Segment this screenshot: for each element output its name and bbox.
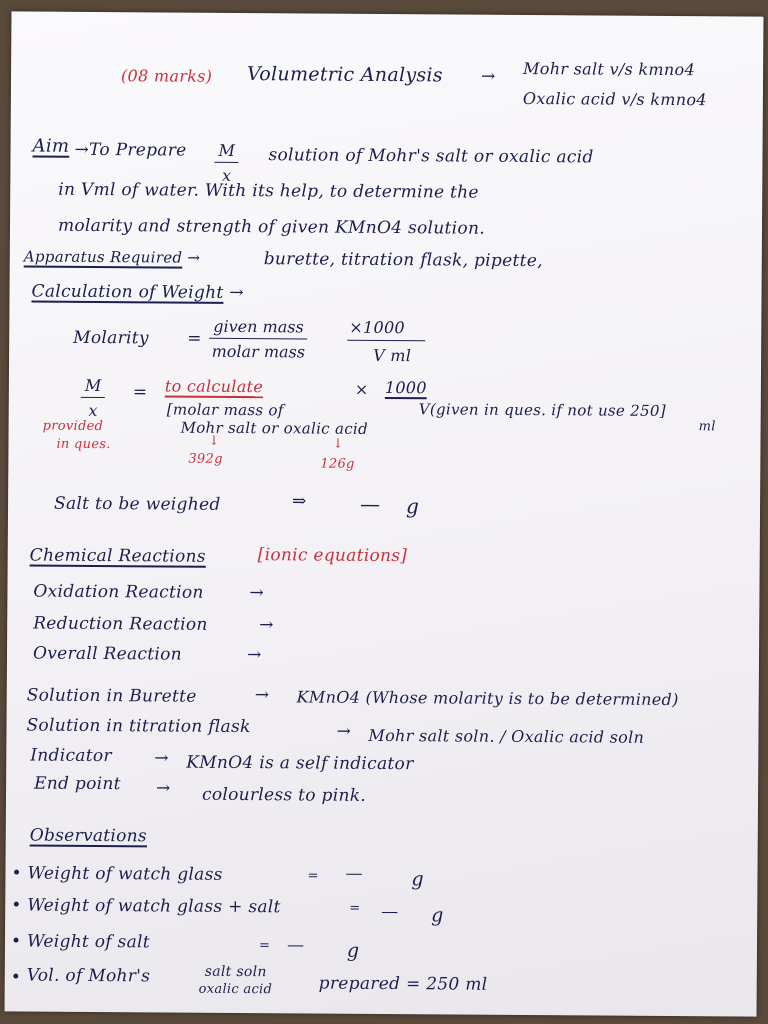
observations-heading: Observations [29, 825, 148, 847]
aim-fraction-num: M [214, 141, 239, 163]
salt-weighed-label: Salt to be weighed [53, 493, 221, 515]
mohr-or-oxalic-label: Mohr salt or oxalic acid [180, 418, 369, 438]
watch-glass-salt-label: Weight of watch glass + salt [27, 895, 281, 918]
obs-bullet-1: • [11, 863, 22, 884]
oxalic-acid-label: oxalic acid [198, 981, 273, 998]
mohr-molar-mass: 392g [188, 451, 223, 467]
apparatus-arrow: → [187, 248, 201, 267]
aim-line3: molarity and strength of given KMnO4 solution. [57, 215, 486, 239]
watch-glass-blank: — [345, 863, 363, 884]
reduction-reaction-label: Reduction Reaction [33, 613, 208, 635]
watch-glass-equals: = [307, 868, 319, 884]
times-1000-label [349, 317, 406, 338]
end-point-arrow: → [156, 778, 171, 799]
molar-mass-of-label: [molar mass of [166, 400, 284, 420]
lhs-num: M [81, 376, 106, 398]
salt-weight-equals: = [258, 938, 271, 954]
aim-label: Aim [32, 135, 70, 157]
obs-bullet-3: • [10, 931, 22, 952]
indicator-label: Indicator [30, 745, 112, 767]
implies-arrow: ⇒ [292, 491, 307, 512]
overall-reaction-label: Overall Reaction [32, 643, 183, 665]
oxalic-molar-mass: 126g [320, 456, 355, 472]
molarity-equals: = [187, 328, 202, 349]
molar-mass-den: molar mass [211, 341, 306, 362]
salt-weight-obs-unit: g [346, 939, 360, 962]
times-sign: × [349, 317, 364, 337]
aim-fraction-den: x [221, 165, 232, 185]
salt-weight-obs-blank: — [286, 935, 305, 956]
times-sign-2: × [354, 379, 369, 399]
thousand-label-2: 1000 [384, 378, 427, 398]
down-arrow-oxalic: ↓ [332, 436, 344, 452]
flask-label: Solution in titration flask [26, 715, 251, 738]
reduction-reaction-arrow: → [259, 615, 274, 636]
watch-glass-salt-blank: — [381, 901, 399, 923]
lhs-equals: = [132, 382, 148, 403]
notebook-page [5, 11, 764, 1016]
obs-bullet-4: • [10, 967, 22, 988]
watch-glass-salt-equals: = [349, 900, 361, 916]
variant-mohr-salt: Mohr salt v/s kmno4 [523, 58, 696, 80]
volume-label: Vol. of Mohr's [26, 965, 151, 987]
page-title: Volumetric Analysis [246, 63, 443, 87]
reactions-heading: Chemical Reactions [29, 545, 206, 567]
variant-oxalic-acid: Oxalic acid v/s kmno4 [522, 88, 707, 110]
divider-line [347, 340, 425, 342]
calculation-arrow: → [229, 282, 244, 304]
lhs-den: x [88, 400, 98, 420]
burette-arrow: → [254, 685, 270, 706]
apparatus-items: burette, titration flask, pipette, [263, 249, 543, 272]
aim-fraction [214, 141, 239, 185]
ionic-equations-note: [ionic equations] [257, 545, 408, 567]
salt-soln-label: salt soln [204, 963, 267, 981]
aim-line2: in Vml of water. With its help, to determine the [58, 179, 479, 203]
indicator-arrow: → [154, 748, 169, 769]
aim-line1-prefix: →To Prepare [74, 139, 187, 161]
provided-label: provided [42, 418, 104, 435]
end-point-label: End point [34, 773, 121, 795]
flask-solution: Mohr salt soln. / Oxalic acid soln [368, 725, 645, 747]
apparatus-label-text: Apparatus Required [23, 247, 183, 267]
salt-weight-unit: g [405, 494, 420, 519]
thousand-label: 1000 [362, 317, 406, 338]
overall-reaction-arrow: → [246, 645, 262, 666]
in-ques-label: in ques. [56, 436, 111, 453]
watch-glass-salt-unit: g [431, 904, 444, 927]
volume-unit-ml: ml [698, 419, 716, 435]
volume-ml-label: V ml [373, 345, 412, 366]
burette-label: Solution in Burette [26, 685, 197, 707]
oxidation-reaction-arrow: → [249, 583, 265, 604]
salt-weight-label: Weight of salt [26, 931, 150, 953]
obs-bullet-2: • [11, 895, 22, 916]
given-mass-fraction [209, 317, 308, 362]
marks-label: (08 marks) [120, 66, 213, 86]
aim-line1-suffix: solution of Mohr's salt or oxalic acid [268, 145, 594, 168]
salt-weight-blank: — [359, 491, 381, 516]
volume-prepared: prepared = 250 ml [318, 973, 488, 995]
end-point-value: colourless to pink. [201, 784, 367, 806]
oxidation-reaction-label: Oxidation Reaction [33, 581, 204, 603]
title-arrow: → [480, 66, 496, 87]
lhs-fraction [81, 376, 106, 420]
calculation-heading-text: Calculation of Weight [31, 281, 224, 303]
apparatus-label [24, 249, 201, 265]
calculation-heading [31, 281, 244, 304]
flask-arrow: → [336, 721, 352, 742]
indicator-value: KMnO4 is a self indicator [186, 752, 414, 775]
down-arrow-mohr: ↓ [208, 433, 220, 449]
watch-glass-label: Weight of watch glass [27, 863, 223, 885]
to-calculate-label: to calculate [164, 376, 264, 397]
watch-glass-unit: g [411, 868, 424, 891]
volume-given-label: V(given in ques. if not use 250] [418, 400, 666, 420]
given-mass-num: given mass [209, 317, 308, 340]
molarity-label: Molarity [73, 327, 149, 349]
burette-solution: KMnO4 (Whose molarity is to be determined) [296, 687, 679, 710]
